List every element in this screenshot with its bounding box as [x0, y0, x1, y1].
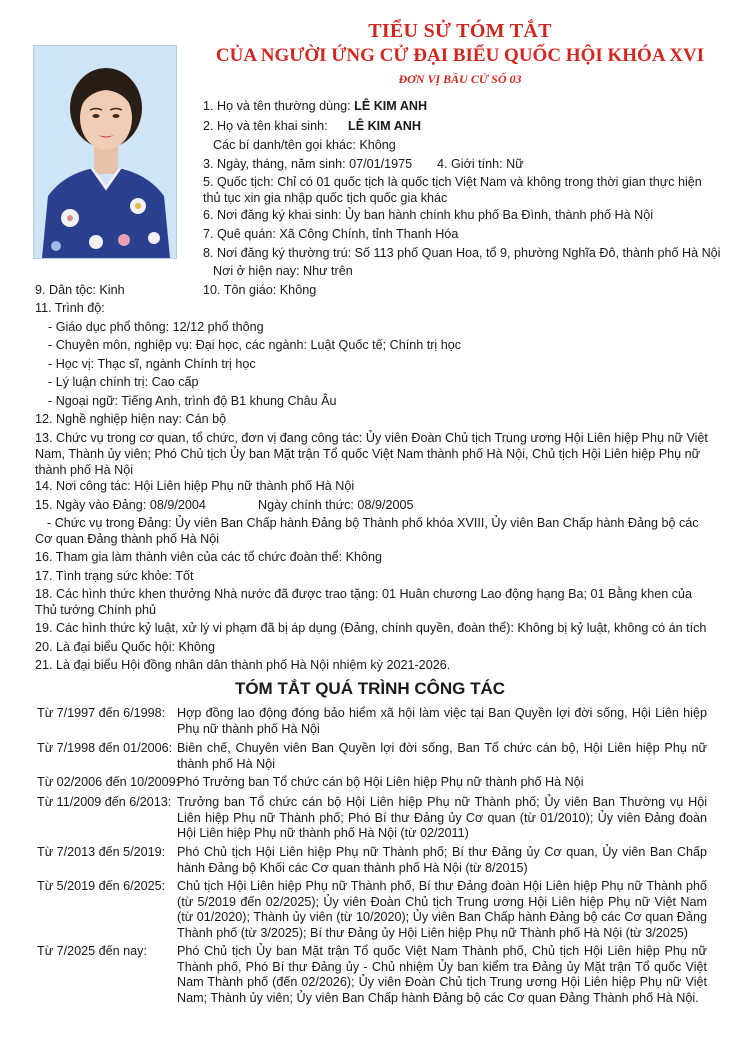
work-row	[37, 879, 707, 941]
work-row-date: Từ 5/2019 đến 6/2025:	[37, 879, 166, 893]
field-discipline: 19. Các hình thức kỷ luật, xử lý vi phạm đã bị áp dụng (Đảng, chính quyền, đoàn thể): Không bị kỷ luật, không có án tích	[35, 621, 707, 635]
field-birth-name: 2. Họ và tên khai sinh: LÊ KIM ANH	[203, 119, 421, 133]
field-political-theory: - Lý luận chính trị: Cao cấp	[48, 375, 199, 389]
field-residence: 8. Nơi đăng ký thường trú: Số 113 phố Quan Hoa, tổ 9, phường Nghĩa Đô, thành phố Hà Nội	[203, 246, 721, 260]
field-foreign-language: - Ngoại ngữ: Tiếng Anh, trình độ B1 khung Châu Âu	[48, 394, 337, 408]
field-birthdate: 3. Ngày, tháng, năm sinh: 07/01/1975	[203, 157, 413, 171]
work-row-text: Chủ tịch Hội Liên hiệp Phụ nữ Thành phố, Bí thư Đảng đoàn Hội Liên hiệp Phụ nữ Thành phố (từ 5/2019 đến 02/2025); Ủy viên Đoàn Chủ tịch Trung ương Hội Liên hiệp Phụ nữ Việt Nam (từ 01/2020); Thành ủy viên (từ 10/2020); Ủy viên Ban Chấp hành Đảng bộ các Cơ quan Đảng Thành phố (từ 3/2025); Bí thư Đảng ủy Hội Liên hiệp Phụ nữ Thành phố Hà Nội (từ 3/2025)	[177, 879, 707, 940]
field-awards: 18. Các hình thức khen thưởng Nhà nước đã được trao tặng: 01 Huân chương Lao động hạng Ba; 01 Bằng khen của Thủ tướng Chính phủ	[35, 587, 693, 617]
birth-name-value: LÊ KIM ANH	[348, 119, 421, 133]
field-nationality: 5. Quốc tịch: Chỉ có 01 quốc tịch là quốc tịch Việt Nam và không trong thời gian thực hiện thủ tục xin gia nhập quốc tịch quốc gia khác	[203, 175, 702, 205]
field-party-positions: - Chức vụ trong Đảng: Ủy viên Ban Chấp hành Đảng bộ Thành phố khóa XVIII, Ủy viên Ban Chấp hành Đảng bộ các Cơ quan Đảng thành phố Hà Nội	[35, 516, 699, 546]
field-occupation: 12. Nghề nghiệp hiện nay: Cán bộ	[35, 412, 227, 426]
work-row-text: Phó Chủ tịch Ủy ban Mặt trận Tổ quốc Việt Nam Thành phố, Chủ tịch Hội Liên hiệp Phụ nữ Thành phố, Phó Bí thư Đảng ủy - Chủ nhiệm Ủy ban kiểm tra Đảng ủy Mặt trận Tổ quốc Việt Nam Thành phố (đến 02/2026); Ủy viên Đoàn Chủ tịch Trung ương Hội Liên hiệp Phụ nữ Việt Nam; Thành ủy viên; Ủy viên Ban Chấp hành Đảng bộ các Cơ quan Đảng Thành phố Hà Nội.	[177, 944, 707, 1005]
field-religion: 10. Tôn giáo: Không	[203, 283, 317, 297]
common-name-value: LÊ KIM ANH	[354, 99, 428, 113]
field-general-education: - Giáo dục phổ thông: 12/12 phổ thông	[48, 320, 264, 334]
work-row-text: Trưởng ban Tổ chức cán bộ Hội Liên hiệp Phụ nữ Thành phố; Ủy viên Ban Thường vụ Hội Liên hiệp Phụ nữ Thành phố; Phó Bí thư Đảng ủy Cơ quan (từ 01/2010); Ủy viên Đảng đoàn Hội Liên hiệp Phụ nữ thành phố Hà Nội (từ 02/2011)	[177, 795, 707, 840]
field-degree: - Học vị: Thạc sĩ, ngành Chính trị học	[48, 357, 256, 371]
work-row-date: Từ 7/2025 đến nay:	[37, 944, 147, 958]
field-common-name: 1. Họ và tên thường dùng: LÊ KIM ANH	[203, 99, 428, 113]
constituency-label: ĐƠN VỊ BẦU CỬ SỐ 03	[398, 72, 522, 86]
work-row	[37, 944, 707, 1006]
work-history-heading: TÓM TẮT QUÁ TRÌNH CÔNG TÁC	[234, 679, 506, 698]
field-gender: 4. Giới tính: Nữ	[437, 157, 524, 171]
field-positions: 13. Chức vụ trong cơ quan, tổ chức, đơn vị đang công tác: Ủy viên Đoàn Chủ tịch Trung ương Hội Liên hiệp Phụ nữ Việt Nam, Thành ủy viên; Phó Chủ tịch Ủy ban Mặt trận Tổ quốc Việt Nam thành phố Hà Nội, Chủ tịch Hội Liên hiệp Phụ nữ thành phố Hà Nội	[35, 431, 708, 477]
field-party-official-date: Ngày chính thức: 08/9/2005	[258, 498, 414, 512]
field-birth-registration: 6. Nơi đăng ký khai sinh: Ủy ban hành chính khu phố Ba Đình, thành phố Hà Nội	[203, 208, 654, 222]
field-workplace: 14. Nơi công tác: Hội Liên hiệp Phụ nữ thành phố Hà Nội	[35, 479, 355, 493]
work-row-date: Từ 7/1998 đến 01/2006:	[37, 741, 173, 755]
field-organizations: 16. Tham gia làm thành viên của các tổ chức đoàn thể: Không	[35, 550, 383, 564]
work-row-date: Từ 7/2013 đến 5/2019:	[37, 845, 166, 859]
work-row	[37, 795, 707, 842]
work-row-date: Từ 02/2006 đến 10/2009:	[37, 775, 180, 789]
portrait-photo	[33, 45, 177, 259]
work-row	[37, 706, 707, 737]
field-party-join-date: 15. Ngày vào Đảng: 08/9/2004	[35, 498, 206, 512]
work-row	[37, 845, 707, 876]
field-ethnicity: 9. Dân tộc: Kinh	[35, 283, 125, 297]
document-subtitle: CỦA NGƯỜI ỨNG CỬ ĐẠI BIỂU QUỐC HỘI KHÓA XVI	[215, 45, 705, 66]
work-row-text: Phó Trưởng ban Tổ chức cán bộ Hội Liên hiệp Phụ nữ thành phố Hà Nội	[177, 775, 584, 789]
work-row-date: Từ 11/2009 đến 6/2013:	[37, 795, 172, 809]
field-peoples-council: 21. Là đại biểu Hội đồng nhân dân thành phố Hà Nội nhiệm kỳ 2021-2026.	[35, 658, 451, 672]
field-specialization: - Chuyên môn, nghiệp vụ: Đại học, các ngành: Luật Quốc tế; Chính trị học	[48, 338, 462, 352]
work-row-text: Biên chế, Chuyên viên Ban Quyền lợi đời sống, Ban Tổ chức cán bộ, Hội Liên hiệp Phụ nữ thành phố Hà Nội	[177, 741, 707, 771]
field-hometown: 7. Quê quán: Xã Công Chính, tỉnh Thanh Hóa	[203, 227, 459, 241]
document-title: TIỂU SỬ TÓM TẮT	[368, 20, 552, 42]
field-aliases: Các bí danh/tên gọi khác: Không	[213, 138, 396, 152]
field-national-assembly: 20. Là đại biểu Quốc hội: Không	[35, 640, 215, 654]
field-health: 17. Tình trạng sức khỏe: Tốt	[35, 569, 194, 583]
work-row-text: Phó Chủ tịch Hội Liên hiệp Phụ nữ Thành phố; Bí thư Đảng ủy Cơ quan, Ủy viên Ban Chấp hành Đảng bộ Khối các Cơ quan thành phố Hà Nội (từ 8/2015)	[177, 845, 707, 875]
work-row	[37, 741, 707, 772]
work-row-date: Từ 7/1997 đến 6/1998:	[37, 706, 166, 720]
field-current-address: Nơi ở hiện nay: Như trên	[213, 264, 353, 278]
work-row	[37, 775, 707, 791]
field-education: 11. Trình độ:	[35, 301, 105, 315]
work-row-text: Hợp đồng lao động đóng bảo hiểm xã hội làm việc tại Ban Quyền lợi đời sống, Hội Liên hiệp Phụ nữ thành phố Hà Nội	[177, 706, 707, 736]
